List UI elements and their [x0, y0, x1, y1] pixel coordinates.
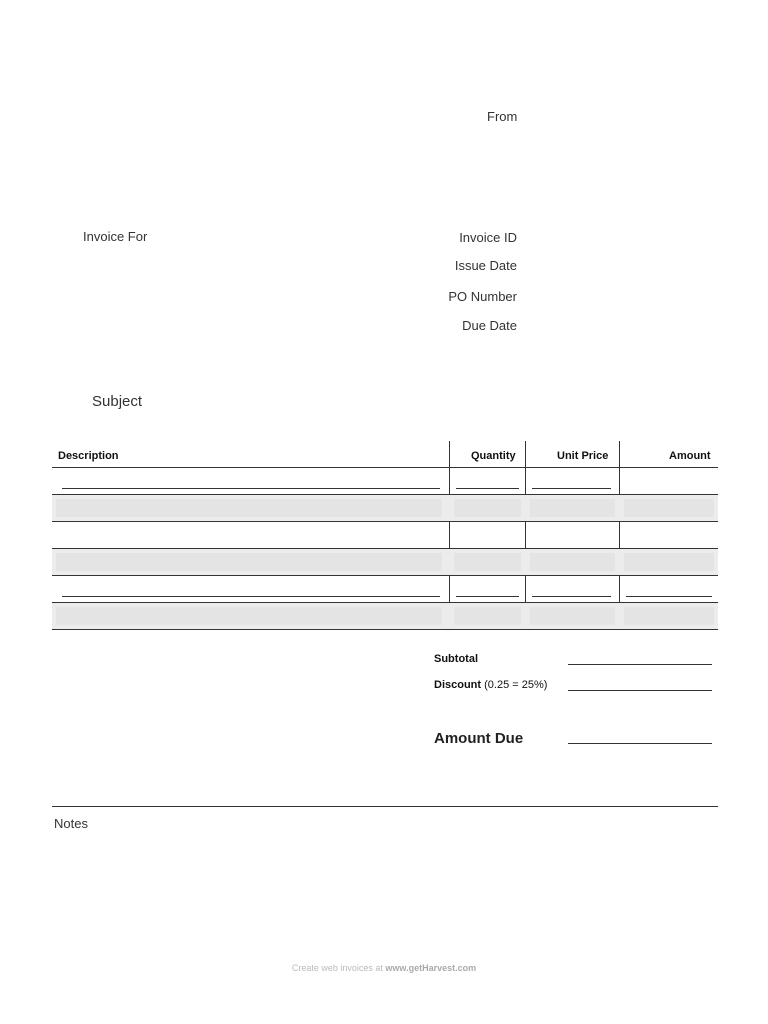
discount-label-group [434, 679, 547, 691]
subtotal-field[interactable] [568, 664, 712, 665]
amount-due-field[interactable] [568, 743, 712, 744]
footer-prefix: Create web invoices at [291, 963, 383, 973]
column-header-description: Description [58, 450, 119, 462]
table-row[interactable] [52, 549, 718, 576]
invoice-id-label: Invoice ID [459, 230, 517, 245]
from-label: From [487, 109, 518, 124]
table-row[interactable] [52, 576, 718, 603]
unit-price-field[interactable] [532, 488, 611, 489]
line-items-table [52, 441, 718, 630]
notes-label: Notes [54, 816, 88, 831]
footer-link[interactable]: www.getHarvest.com [385, 963, 477, 973]
description-field[interactable] [62, 596, 440, 597]
description-field[interactable] [56, 607, 442, 625]
column-header-amount: Amount [669, 450, 711, 462]
table-row[interactable] [52, 495, 718, 522]
due-date-label: Due Date [462, 318, 517, 333]
column-header-quantity: Quantity [471, 450, 516, 462]
amount-field[interactable] [624, 499, 714, 517]
unit-price-field[interactable] [530, 553, 615, 571]
po-number-label: PO Number [448, 289, 517, 304]
column-header-unit-price: Unit Price [557, 450, 609, 462]
table-row[interactable] [52, 468, 718, 495]
quantity-field[interactable] [454, 499, 521, 517]
amount-due-label: Amount Due [434, 730, 524, 747]
subject-label: Subject [92, 393, 143, 410]
subtotal-label: Subtotal [434, 653, 478, 665]
invoice-for-label: Invoice For [83, 229, 148, 244]
description-field[interactable] [56, 553, 442, 571]
footer-credit [0, 963, 768, 973]
amount-field[interactable] [624, 553, 714, 571]
notes-divider [52, 806, 718, 807]
unit-price-field[interactable] [530, 499, 615, 517]
discount-note: (0.25 = 25%) [484, 679, 548, 691]
description-field[interactable] [56, 499, 442, 517]
issue-date-label: Issue Date [454, 258, 517, 273]
table-header [52, 441, 718, 468]
quantity-field[interactable] [454, 553, 521, 571]
discount-field[interactable] [568, 690, 712, 691]
table-row[interactable] [52, 522, 718, 549]
unit-price-field[interactable] [532, 596, 611, 597]
quantity-field[interactable] [454, 607, 521, 625]
unit-price-field[interactable] [530, 607, 615, 625]
quantity-field[interactable] [456, 488, 519, 489]
table-row[interactable] [52, 603, 718, 629]
amount-field[interactable] [626, 596, 712, 597]
amount-field[interactable] [624, 607, 714, 625]
discount-label: Discount [434, 679, 482, 691]
quantity-field[interactable] [456, 596, 519, 597]
description-field[interactable] [62, 488, 440, 489]
